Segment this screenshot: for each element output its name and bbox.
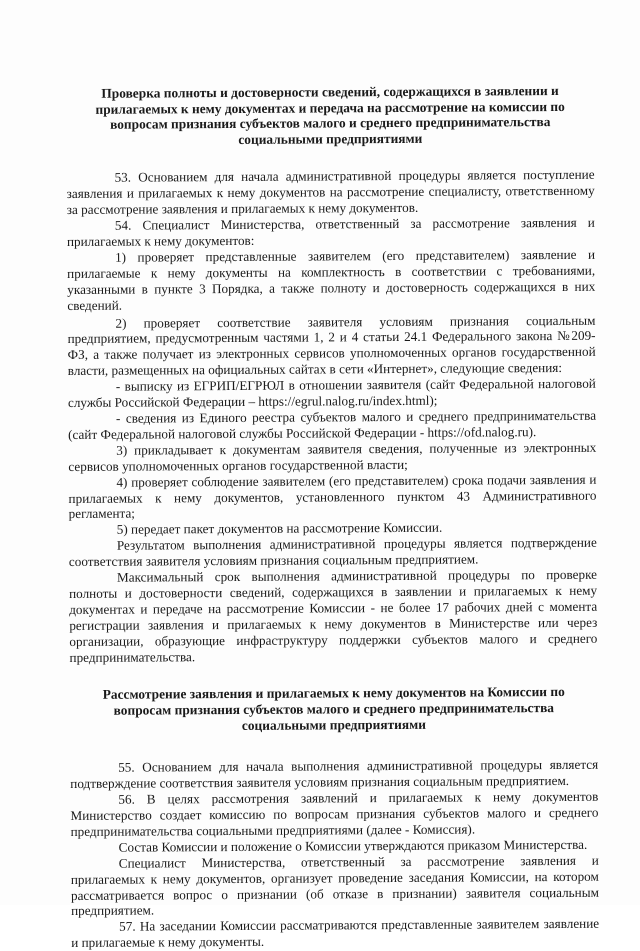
list-item-egrip: - выписку из ЕГРИП/ЕГРЮЛ в отношении заявителя (сайт Федеральной налоговой службы Российской Федерации – https://egrul.nalog.ru/index.html); — [67, 375, 596, 411]
list-item-5: 5) передает пакет документов на рассмотрение Комиссии. — [116, 520, 443, 538]
result-paragraph: Результатом выполнения административной процедуры является подтверждение соответствия заявителя условиям признания социальным предприятием. — [68, 534, 597, 570]
list-item-registry: - сведения из Единого реестра субъектов малого и среднего предпринимательства (сайт Федеральной налоговой службы Российской Федерации - https://ofd.nalog.ru). — [68, 407, 597, 442]
paragraph-53: 53. Основанием для начала административной процедуры является поступление заявления и прилагаемых к нему документов на рассмотрение специалисту, ответственному за рассмотрение заявления и прилагаемых к нему документов. — [66, 167, 595, 218]
specialist-paragraph: Специалист Министерства, ответственный за рассмотрение заявления и прилагаемых к нему документов, организует проведение заседания Комиссии, на котором рассматривается вопрос о признании (об отказе в признании) заявителя социальным предприятием. — [70, 852, 599, 919]
list-item-4: 4) проверяет соблюдение заявителем (его представителем) срока подачи заявления и прилагаемых к нему документов, установленного пунктом 43 Административного регламента; — [68, 471, 597, 522]
section-heading-verification: Проверка полноты и достоверности сведений, содержащихся в заявлении и прилагаемых к нему документах и передача на рассмотрение на комиссии по вопросам признания субъектов малого и среднего предпринимательства социальными предприятиями — [95, 82, 565, 147]
paragraph-57: 57. На заседании Комиссии рассматриваются представленные заявителем заявление и прилагаемые к нему документы. — [71, 916, 600, 951]
list-item-2: 2) проверяет соответствие заявителя условиям признания социальным предприятием, предусмотренным частями 1, 2 и 4 статьи 24.1 Федерального закона №209-ФЗ, а также получает из электронных сервисов уполномоченных органов государственной власти, размещенных на официальных сайтах в сети «Интернет», следующие сведения: — [67, 312, 596, 379]
section-heading-commission: Рассмотрение заявления и прилагаемых к нему документов на Комиссии по вопросам признания субъектов малого и среднего предпринимательства социальными предприятиями — [102, 684, 565, 733]
max-term-paragraph: Максимальный срок выполнения административной процедуры по проверке полноты и достоверности сведений, содержащихся в заявлении и прилагаемых к нему документах и передаче на рассмотрение Комиссии - не более 17 рабочих дней с момента регистрации заявления и прилагаемых к нему документов в Министерстве или через организации, образующие инфраструктуру поддержки субъектов малого и среднего предпринимательства. — [69, 566, 598, 665]
commission-composition-paragraph: Состав Комиссии и положение о Комиссии утверждаются приказом Министерства. — [118, 836, 588, 855]
paragraph-55: 55. Основанием для начала выполнения административной процедуры является подтверждение соответствия заявителя условиям признания социальным предприятием. — [70, 757, 599, 792]
list-item-3: 3) прикладывает к документам заявителя сведения, полученные из электронных сервисов уполномоченных органов государственной власти; — [68, 439, 597, 474]
paragraph-54: 54. Специалист Министерства, ответственный за рассмотрение заявления и прилагаемых к нему документов: — [66, 214, 595, 249]
paragraph-56: 56. В целях рассмотрения заявлений и прилагаемых к нему документов Министерство создает комиссию по вопросам признания субъектов малого и среднего предпринимательства социальными предприятиями (далее - Комиссия). — [70, 788, 599, 839]
document-body — [66, 83, 599, 951]
list-item-1: 1) проверяет представленные заявителем (его представителем) заявление и прилагаемые к нему документы на комплектность в соответствии с требованиями, указанными в пункте 3 Порядка, а также полноту и достоверность содержащихся в них сведений. — [67, 246, 596, 313]
